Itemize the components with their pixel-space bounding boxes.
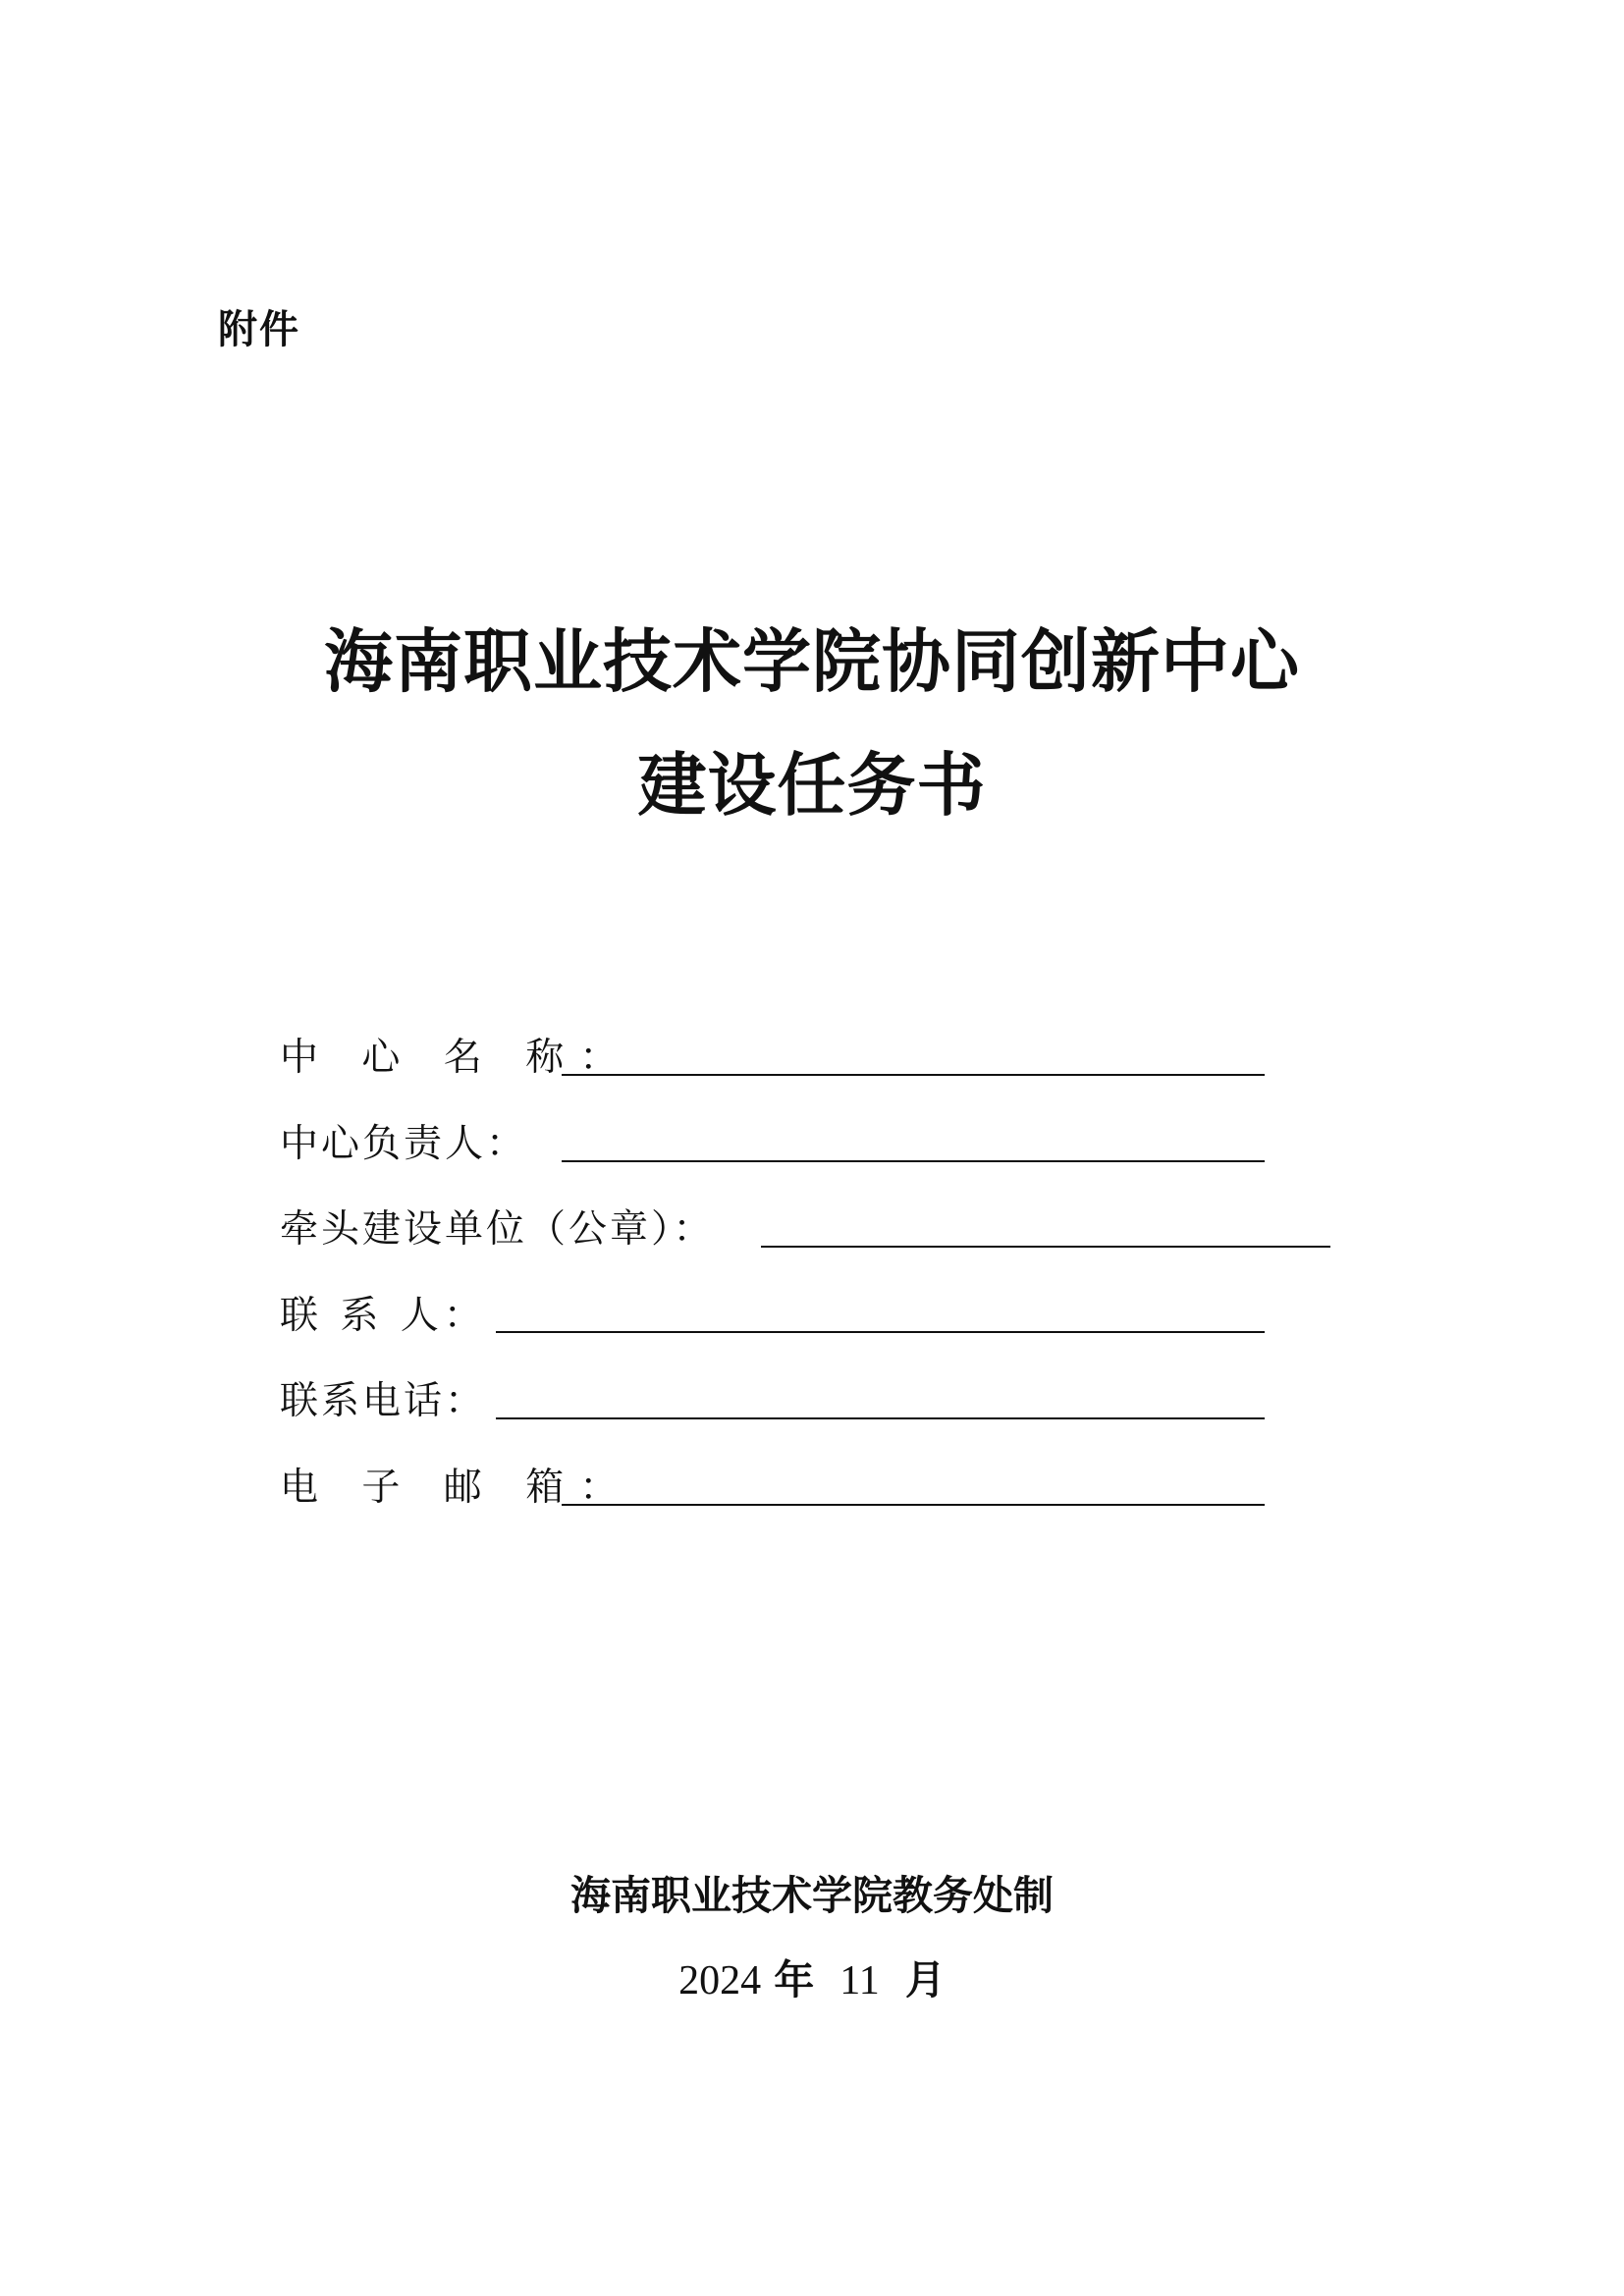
lead-unit-label: 牵头建设单位（公章）： [280,1207,715,1252]
contact-person-field[interactable] [496,1331,1265,1333]
contact-person-label: 联 系 人： [280,1294,487,1338]
attachment-label: 附件 [218,307,300,352]
center-name-label: 中 心 名 称： [280,1036,634,1080]
issue-month: 11 [839,1958,880,2003]
month-unit: 月 [904,1956,946,2003]
email-field[interactable] [562,1504,1265,1506]
center-head-label: 中心负责人： [280,1122,528,1166]
year-unit: 年 [774,1956,815,2003]
document-title-line-1: 海南职业技术学院协同创新中心 [324,620,1300,702]
contact-phone-label: 联系电话： [280,1379,487,1423]
email-label: 电 子 邮 箱： [280,1466,634,1510]
issue-date [0,1951,1624,2009]
issuing-organization: 海南职业技术学院教务处制 [570,1872,1054,1919]
center-head-field[interactable] [562,1160,1265,1162]
center-name-field[interactable] [562,1074,1265,1076]
issue-year: 2024 [678,1958,762,2003]
lead-unit-field[interactable] [761,1246,1330,1248]
document-title-line-2: 建设任务书 [637,744,987,826]
contact-phone-field[interactable] [496,1417,1265,1419]
